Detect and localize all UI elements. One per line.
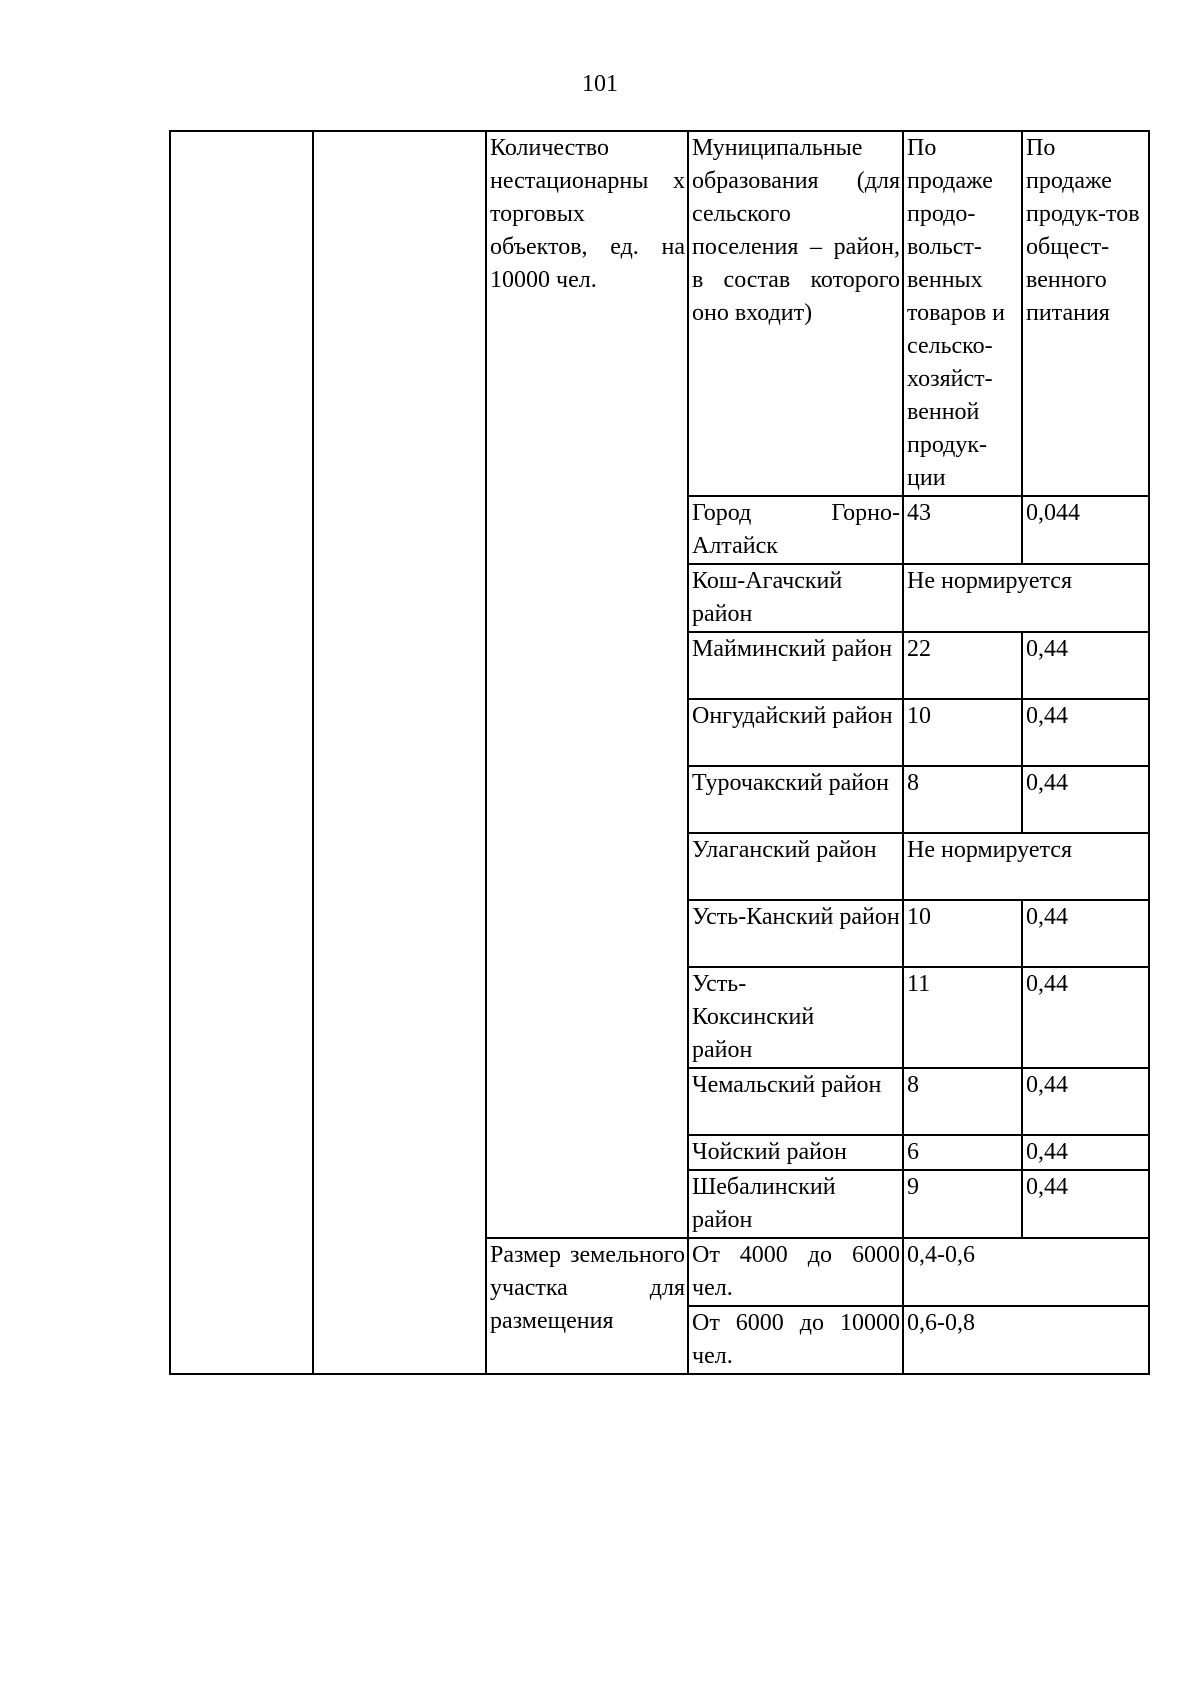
table-header-row bbox=[170, 131, 1149, 496]
district-name: Усть-Коксинский район bbox=[688, 967, 903, 1068]
population-range: От 6000 до 10000 чел. bbox=[688, 1306, 903, 1374]
indicator-trade-objects: Количество нестационарны х торговых объектов, ед. на 10000 чел. bbox=[486, 131, 688, 1238]
district-catering-value: 0,044 bbox=[1022, 496, 1149, 564]
header-food-sales: По продаже продо-вольст-венных товаров и сельско-хозяйст-венной продук-ции bbox=[903, 131, 1022, 496]
district-food-value: 8 bbox=[903, 766, 1022, 833]
district-name: Улаганский район bbox=[688, 833, 903, 900]
district-name: Турочакский район bbox=[688, 766, 903, 833]
district-name: Чойский район bbox=[688, 1135, 903, 1170]
district-catering-value: 0,44 bbox=[1022, 967, 1149, 1068]
header-municipal: Муниципальные образования (для сельского поселения – район, в состав которого оно входит) bbox=[688, 131, 903, 496]
district-name: Кош-Агачский район bbox=[688, 564, 903, 632]
district-food-value: 8 bbox=[903, 1068, 1022, 1135]
district-name: Майминский район bbox=[688, 632, 903, 699]
district-catering-value: 0,44 bbox=[1022, 900, 1149, 967]
page-number: 101 bbox=[582, 71, 618, 97]
district-catering-value: 0,44 bbox=[1022, 766, 1149, 833]
district-food-value: 9 bbox=[903, 1170, 1022, 1238]
district-catering-value: 0,44 bbox=[1022, 699, 1149, 766]
empty-cell-col2 bbox=[313, 131, 486, 1374]
district-merged-value: Не нормируется bbox=[903, 833, 1149, 900]
district-name: Чемальский район bbox=[688, 1068, 903, 1135]
land-size-value: 0,4-0,6 bbox=[903, 1238, 1149, 1306]
district-catering-value: 0,44 bbox=[1022, 1068, 1149, 1135]
district-name: Город Горно-Алтайск bbox=[688, 496, 903, 564]
district-name: Онгудайский район bbox=[688, 699, 903, 766]
district-catering-value: 0,44 bbox=[1022, 1135, 1149, 1170]
district-food-value: 10 bbox=[903, 900, 1022, 967]
district-merged-value: Не нормируется bbox=[903, 564, 1149, 632]
norms-table bbox=[169, 130, 1150, 1375]
empty-cell-col1 bbox=[170, 131, 313, 1374]
indicator-land-size: Размер земельного участка для размещения bbox=[486, 1238, 688, 1374]
land-size-value: 0,6-0,8 bbox=[903, 1306, 1149, 1374]
district-food-value: 22 bbox=[903, 632, 1022, 699]
district-food-value: 10 bbox=[903, 699, 1022, 766]
district-food-value: 43 bbox=[903, 496, 1022, 564]
district-name: Усть-Канский район bbox=[688, 900, 903, 967]
district-catering-value: 0,44 bbox=[1022, 1170, 1149, 1238]
district-name: Шебалинский район bbox=[688, 1170, 903, 1238]
population-range: От 4000 до 6000 чел. bbox=[688, 1238, 903, 1306]
header-catering-sales: По продаже продук-тов общест-венного питания bbox=[1022, 131, 1149, 496]
district-catering-value: 0,44 bbox=[1022, 632, 1149, 699]
district-food-value: 11 bbox=[903, 967, 1022, 1068]
district-food-value: 6 bbox=[903, 1135, 1022, 1170]
